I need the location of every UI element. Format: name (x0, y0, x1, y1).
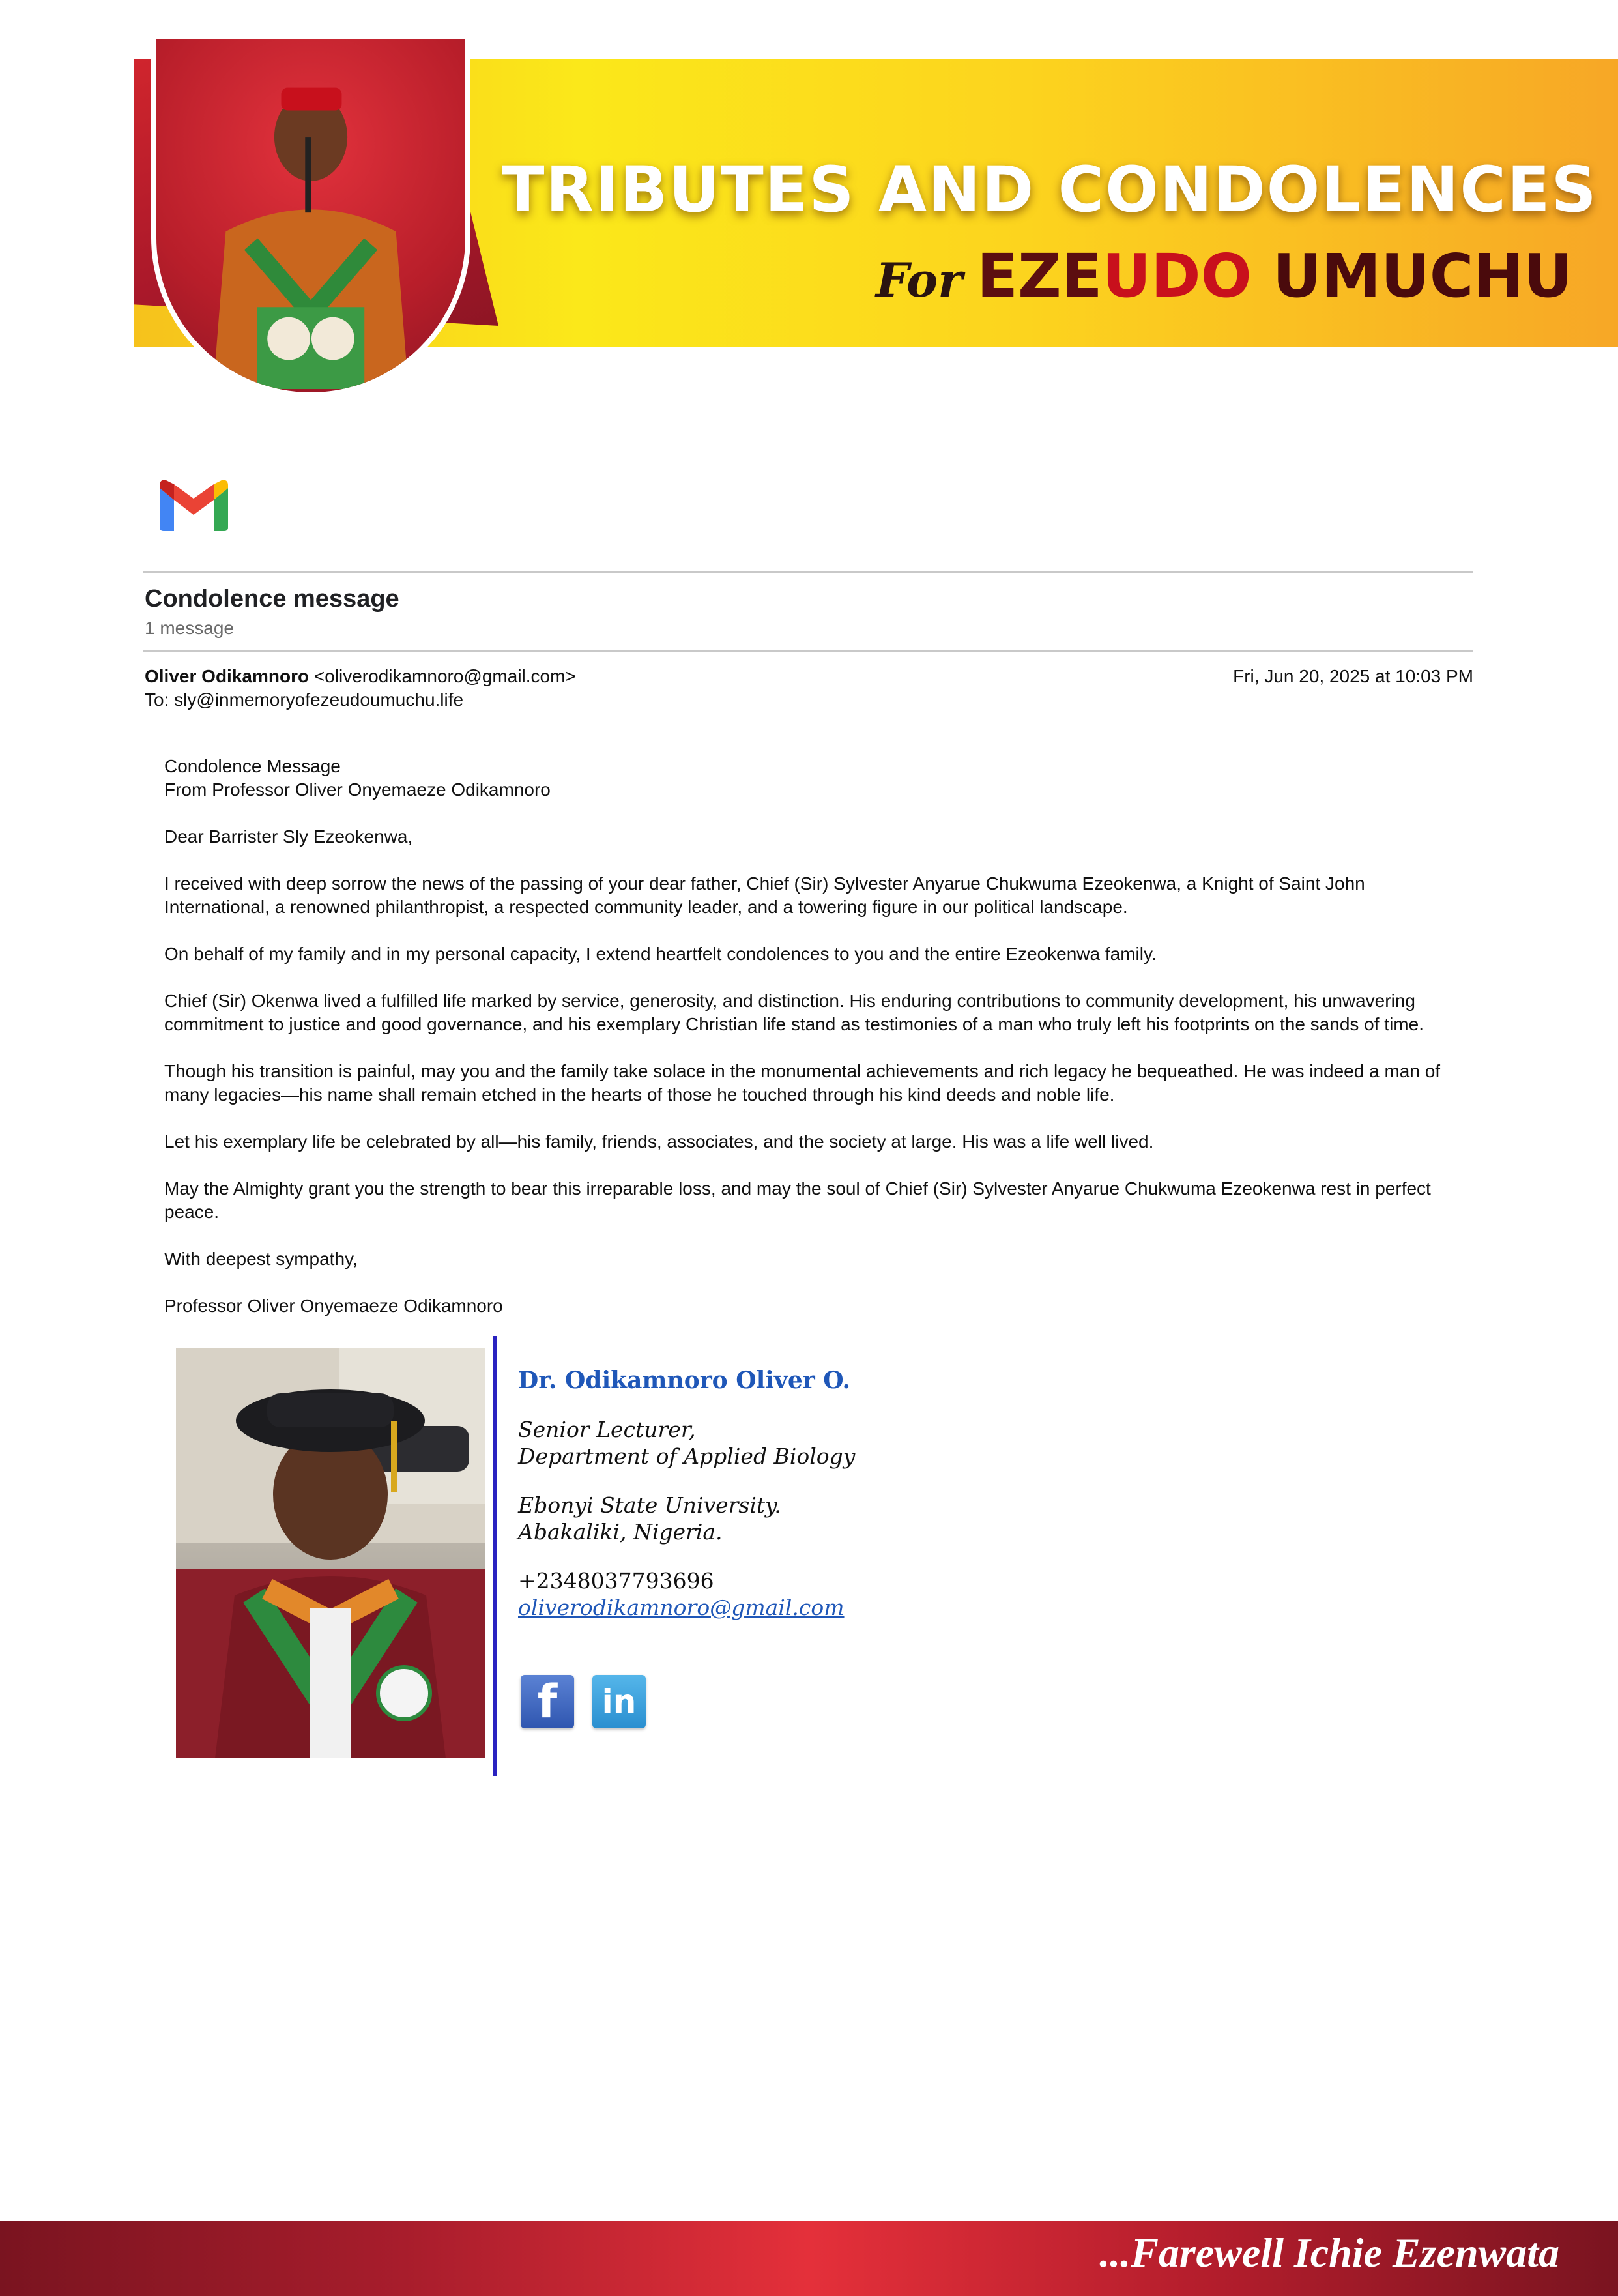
email-body (164, 755, 1467, 1318)
tribute-portrait-illustration (156, 39, 465, 392)
header-divider-bottom (143, 650, 1473, 652)
banner-name-udo: UDO (1102, 241, 1252, 311)
header-divider-top (143, 571, 1473, 573)
body-paragraph-6: May the Almighty grant you the strength to bear this irreparable loss, and may the soul of Chief (Sir) Sylvester Anyarue Chukwuma Ezeokenwa rest in perfect peace. (164, 1178, 1431, 1222)
facebook-icon[interactable]: f (521, 1675, 574, 1728)
spacer (518, 1470, 855, 1492)
signature-name: Dr. Odikamnoro Oliver O. (518, 1367, 851, 1394)
email-date: Fri, Jun 20, 2025 at 10:03 PM (1233, 666, 1473, 686)
banner-name-eze: EZE (977, 241, 1103, 311)
body-paragraph-4: Though his transition is painful, may you and the family take solace in the monumental achievements and rich legacy he bequeathed. He was indeed a man of many legacies—his name shall remain etched in the hearts of those he touched through his kind deeds and noble life. (164, 1061, 1441, 1105)
message-count: 1 message (145, 618, 234, 638)
signature-divider (493, 1336, 497, 1776)
body-paragraph-5: Let his exemplary life be celebrated by all—his family, friends, associates, and the society at large. His was a life well lived. (164, 1131, 1154, 1152)
body-signoff: Professor Oliver Onyemaeze Odikamnoro (164, 1296, 503, 1316)
body-heading-2: From Professor Oliver Onyemaeze Odikamnoro (164, 779, 551, 800)
recipient-line: To: sly@inmemoryofezeudoumuchu.life (145, 690, 464, 710)
signature-university: Ebonyi State University. (518, 1492, 781, 1518)
signature-department: Department of Applied Biology (518, 1444, 856, 1469)
signature-phone: +2348037793696 (518, 1568, 714, 1593)
signature-photo (176, 1348, 485, 1758)
banner-title: TRIBUTES AND CONDOLENCES (502, 153, 1598, 226)
body-paragraph-2: On behalf of my family and in my personal capacity, I extend heartfelt condolences to you and the entire Ezeokenwa family. (164, 944, 1157, 964)
footer-farewell: ...Farewell Ichie Ezenwata (1099, 2230, 1559, 2276)
sender-line (145, 666, 576, 687)
signature-block (518, 1367, 855, 1621)
spacer (518, 1545, 855, 1567)
sender-name: Oliver Odikamnoro (145, 666, 310, 686)
body-paragraph-3: Chief (Sir) Okenwa lived a fulfilled life marked by service, generosity, and distinction. His enduring contributions to community development, his unwavering commitment to justice and good governance, and his exemplary Christian life stand as testimonies of a man who truly left his footprints on the sands of time. (164, 991, 1424, 1034)
signature-title: Senior Lecturer, (518, 1417, 696, 1442)
email-subject: Condolence message (145, 585, 399, 613)
signature-email-link[interactable]: oliverodikamnoro@gmail.com (518, 1595, 845, 1620)
signature-photo-illustration (176, 1348, 485, 1758)
body-paragraph-1: I received with deep sorrow the news of the passing of your dear father, Chief (Sir) Sylvester Anyarue Chukwuma Ezeokenwa, a Knight of Saint John International, a renowned philanthropist, a respected community leader, and a towering figure in our political landscape. (164, 873, 1365, 917)
banner-subtitle (876, 241, 1572, 311)
signature-city: Abakaliki, Nigeria. (518, 1519, 723, 1545)
linkedin-icon[interactable]: in (592, 1675, 646, 1728)
sender-email: <oliverodikamnoro@gmail.com> (313, 666, 576, 686)
body-salutation: Dear Barrister Sly Ezeokenwa, (164, 826, 413, 847)
body-closing: With deepest sympathy, (164, 1249, 358, 1269)
banner-for: For (875, 252, 963, 308)
tribute-portrait (151, 39, 470, 398)
body-heading-1: Condolence Message (164, 756, 341, 776)
gmail-icon (160, 479, 228, 531)
banner-name-umuchu: UMUCHU (1272, 241, 1572, 311)
